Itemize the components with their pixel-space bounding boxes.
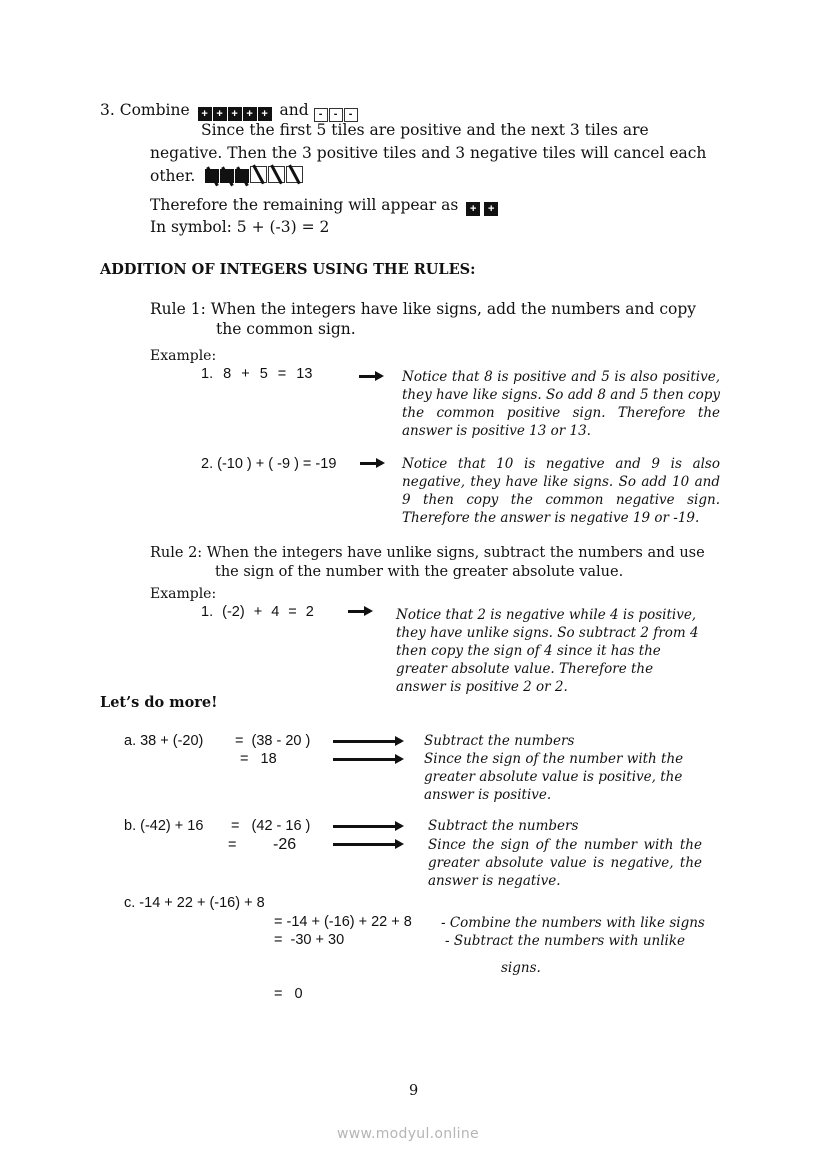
symbol-line: In symbol: 5 + (-3) = 2 xyxy=(150,218,330,236)
positive-tiles-group xyxy=(198,101,278,119)
arrow-icon xyxy=(348,610,370,613)
note-line: answer is positive. xyxy=(424,787,552,803)
rule1-example2-equation: 2. (-10 ) + ( -9 ) = -19 xyxy=(201,456,337,472)
negative-tile-icon: - xyxy=(329,108,343,122)
rule1-example-label: Example: xyxy=(150,348,217,364)
cancelled-positive-tile-icon xyxy=(205,169,219,183)
example-a-step2: = 18 xyxy=(240,751,277,767)
negative-tile-icon: - xyxy=(344,108,358,122)
example-c-expression: c. -14 + 22 + (-16) + 8 xyxy=(124,895,265,911)
arrow-icon xyxy=(359,375,381,378)
remaining-label: Therefore the remaining will appear as xyxy=(150,196,459,214)
example-a-expression: a. 38 + (-20) xyxy=(124,733,204,749)
positive-tile-icon: + xyxy=(484,202,498,216)
explanation-line: they have unlike signs. So subtract 2 from 4 xyxy=(396,625,699,641)
explanation-line: greater absolute value. Therefore the xyxy=(396,661,654,677)
example-b-step2-value: -26 xyxy=(273,836,297,853)
combine-explanation-line1: Since the first 5 tiles are positive and the next 3 tiles are xyxy=(201,121,649,139)
page-number: 9 xyxy=(409,1083,419,1099)
rule2-example1-equation: 1. (-2) + 4 = 2 xyxy=(201,604,314,620)
cancelled-positive-tile-icon xyxy=(235,169,249,183)
rule2-line1: Rule 2: When the integers have unlike signs, subtract the numbers and use xyxy=(150,545,705,561)
arrow-icon xyxy=(333,740,401,743)
positive-tile-icon: + xyxy=(228,107,242,121)
example-c-step2-note: - Subtract the numbers with unlike xyxy=(445,933,686,949)
example-c-step1: = -14 + (-16) + 22 + 8 xyxy=(274,914,412,930)
rule2-line2: the sign of the number with the greater absolute value. xyxy=(215,564,624,580)
example-c-step1-note: - Combine the numbers with like signs xyxy=(441,915,705,931)
negative-tile-icon: - xyxy=(314,108,328,122)
example-b-expression: b. (-42) + 16 xyxy=(124,818,204,834)
rule1-line1: Rule 1: When the integers have like signs, add the numbers and copy xyxy=(150,300,697,318)
example-c-step2-note-cont: signs. xyxy=(501,960,541,976)
example-a-step1: = (38 - 20 ) xyxy=(235,733,311,749)
combine-explanation-line2: negative. Then the 3 positive tiles and 3 negative tiles will cancel each xyxy=(150,144,707,162)
note-line: greater absolute value is positive, the xyxy=(424,769,683,785)
example-a-note1: Subtract the numbers xyxy=(424,733,575,749)
rule2-example1-explanation xyxy=(396,606,699,696)
positive-tile-icon: + xyxy=(213,107,227,121)
arrow-icon xyxy=(333,825,401,828)
rule1-example1-equation: 1. 8 + 5 = 13 xyxy=(201,366,313,382)
explanation-line: then copy the sign of 4 since it has the xyxy=(396,643,661,659)
rules-heading: ADDITION OF INTEGERS USING THE RULES: xyxy=(100,261,476,278)
rule1-example1-explanation: Notice that 8 is positive and 5 is also positive, they have like signs. So add 8 and 5 then copy the common positive sign. Therefore the answer is positive 13 or 13. xyxy=(402,369,720,439)
remaining-line xyxy=(150,196,499,216)
arrow-icon xyxy=(360,462,382,465)
example-c-step3: = 0 xyxy=(274,986,303,1002)
arrow-icon xyxy=(333,843,401,846)
combine-label: 3. Combine xyxy=(100,101,190,119)
combine-line xyxy=(100,101,359,122)
cancelled-tiles-group xyxy=(205,167,304,185)
and-label: and xyxy=(279,101,309,119)
cancelled-positive-tile-icon xyxy=(220,169,234,183)
positive-tile-icon: + xyxy=(466,202,480,216)
rule1-line2: the common sign. xyxy=(216,320,356,338)
cancelled-negative-tile-icon xyxy=(250,166,267,183)
positive-tile-icon: + xyxy=(258,107,272,121)
lets-do-more-heading: Let’s do more! xyxy=(100,694,218,711)
example-b-step1: = (42 - 16 ) xyxy=(231,818,311,834)
example-b-note2: Since the sign of the number with the greater absolute value is negative, the answer is negative. xyxy=(428,837,702,889)
arrow-icon xyxy=(333,758,401,761)
note-line: Since the sign of the number with the xyxy=(424,751,684,767)
explanation-line: Notice that 2 is negative while 4 is positive, xyxy=(396,607,697,623)
example-b-step2-equals: = xyxy=(228,837,237,853)
watermark: www.modyul.online xyxy=(337,1126,479,1142)
example-c-step2: = -30 + 30 xyxy=(274,932,345,948)
cancelled-negative-tile-icon xyxy=(268,166,285,183)
explanation-line: answer is positive 2 or 2. xyxy=(396,679,568,695)
cancelled-negative-tile-icon xyxy=(286,166,303,183)
negative-tiles-group xyxy=(314,101,359,119)
positive-tile-icon: + xyxy=(243,107,257,121)
example-a-note2 xyxy=(424,750,683,804)
other-label: other. xyxy=(150,167,196,185)
combine-explanation-line3 xyxy=(150,166,304,185)
example-b-note1: Subtract the numbers xyxy=(428,818,579,834)
positive-tile-icon: + xyxy=(198,107,212,121)
rule2-example-label: Example: xyxy=(150,586,217,602)
rule1-example2-explanation: Notice that 10 is negative and 9 is also negative, they have like signs. So add 10 and 9 then copy the common negative sign. Therefore the answer is negative 19 or -19. xyxy=(402,456,720,526)
